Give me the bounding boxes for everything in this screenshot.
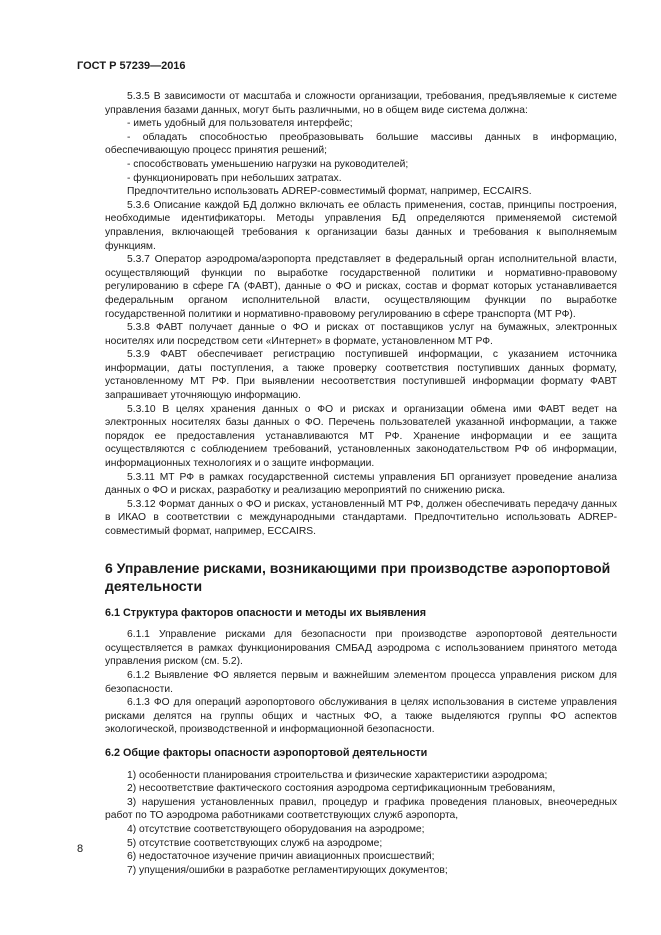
list-item: 3) нарушения установленных правил, процедур и графика проведения плановых, внеочередных работ по ТО аэродрома работниками соответствующих служб аэропорта, bbox=[105, 796, 617, 822]
subsection-heading: 6.2 Общие факторы опасности аэропортовой деятельности bbox=[105, 746, 428, 759]
page-number: 8 bbox=[77, 843, 84, 855]
list-item: 2) несоответствие фактического состояния аэродрома сертификационным требованиям, bbox=[127, 783, 556, 795]
paragraph: 5.3.6 Описание каждой БД должно включать ее область применения, состав, принципы построения, необходимые идентификаторы. Методы управления БД определяются применяемой системой управления, включающей требования к организации базы данных и требования к выполняемым функциям. bbox=[105, 199, 617, 252]
paragraph: 5.3.10 В целях хранения данных о ФО и рисках и организации обмена ими ФАВТ ведет на электронных носителях базы данных о ФО. Перечень пользователей указанной информации, а также порядок ее предоставления устанавливаются МТ РФ. Хранение информации и ее защита осуществляются с соблюдением требований, установленных законодательством РФ об информации, информационных технологиях и о защите информации. bbox=[105, 403, 617, 470]
list-item: 5) отсутствие соответствующих служб на аэродроме; bbox=[127, 837, 383, 849]
subsection-heading: 6.1 Структура факторов опасности и методы их выявления bbox=[105, 606, 427, 619]
document-header: ГОСТ Р 57239—2016 bbox=[77, 60, 186, 72]
paragraph: 5.3.5 В зависимости от масштаба и сложности организации, требования, предъявляемые к системе управления базами данных, могут быть различными, но в общем виде система должна: bbox=[105, 91, 617, 116]
paragraph: 5.3.9 ФАВТ обеспечивает регистрацию поступившей информации, с указанием источника информации, даты поступления, а также проверку соответствия поступивших данных формату, установленному МТ РФ. При выявлении несоответствия поступившей информации формату ФАВТ запрашивает уточняющую информацию. bbox=[105, 349, 617, 402]
list-item: - функционировать при небольших затратах. bbox=[127, 172, 342, 184]
paragraph: 5.3.12 Формат данных о ФО и рисках, установленный МТ РФ, должен обеспечивать передачу данных в ИКАО в соответствии с международными стандартами. Предпочтительно использовать ADREP-совместимый формат, например, ECCAIRS. bbox=[105, 498, 617, 537]
list-item: - обладать способностью преобразовывать большие массивы данных в информацию, обеспечивающую процесс принятия решений; bbox=[105, 131, 617, 157]
paragraph: 5.3.8 ФАВТ получает данные о ФО и рисках от поставщиков услуг на бумажных, электронных носителях или посредством сети «Интернет» в формате, установленном МТ РФ. bbox=[105, 322, 617, 347]
list-item: - иметь удобный для пользователя интерфейс; bbox=[127, 118, 353, 130]
paragraph: 5.3.7 Оператор аэродрома/аэропорта представляет в федеральный орган исполнительной власти, осуществляющий функции по выработке государственной политики и нормативно-правовому регулированию в сфере ГА (ФАВТ), данные о ФО и рисках, состав и формат которых устанавливается федеральным органом исполнительной власти, осуществляющим функции по выработке государственной политики и нормативно-правовому регулированию в сфере транспорта (МТ РФ). bbox=[105, 254, 617, 320]
list-item: - способствовать уменьшению нагрузки на руководителей; bbox=[127, 158, 409, 170]
paragraph: Предпочтительно использовать ADREP-совместимый формат, например, ECCAIRS. bbox=[127, 186, 532, 198]
paragraph: 6.1.1 Управление рисками для безопасности при производстве аэропортовой деятельности осуществляется в рамках функционирования СМБАД аэродрома с использованием принятого метода управления риском (см. 5.2). bbox=[105, 629, 617, 668]
list-item: 4) отсутствие соответствующего оборудования на аэродроме; bbox=[127, 823, 425, 835]
page-body bbox=[105, 90, 617, 877]
paragraph: 6.1.2 Выявление ФО является первым и важнейшим элементом процесса управления риском для безопасности. bbox=[105, 669, 617, 695]
list-item: 6) недостаточное изучение причин авиационных происшествий; bbox=[127, 851, 435, 863]
section-heading: 6 Управление рисками, возникающими при производстве аэропортовой деятельности bbox=[105, 559, 611, 594]
paragraph: 5.3.11 МТ РФ в рамках государственной системы управления БП организует проведение анализа данных о ФО и рисках, разработку и реализацию мероприятий по снижению риска. bbox=[105, 471, 617, 497]
list-item: 1) особенности планирования строительства и физические характеристики аэродрома; bbox=[127, 769, 548, 781]
paragraph: 6.1.3 ФО для операций аэропортового обслуживания в целях использования в системе управления рисками делятся на группы общих и частных ФО, а также выделяются группы ФО аспектов экологической, производственной и информационной безопасности. bbox=[105, 697, 617, 736]
list-item: 7) упущения/ошибки в разработке регламентирующих документов; bbox=[127, 864, 448, 876]
